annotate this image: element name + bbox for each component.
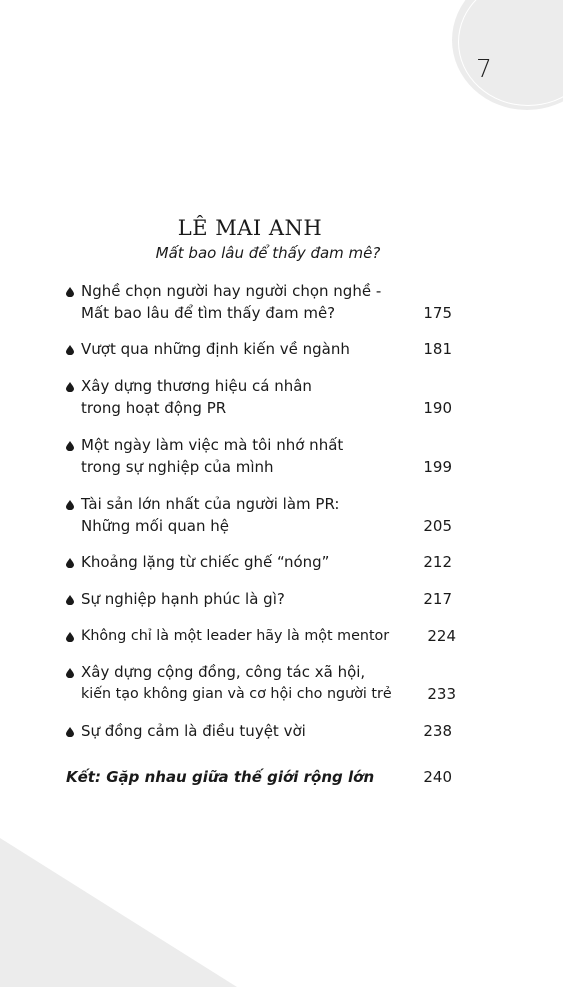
toc-entry-line: Khoảng lặng từ chiếc ghế “nóng” bbox=[81, 553, 330, 571]
toc-entry-line: Tài sản lớn nhất của người làm PR: bbox=[81, 495, 340, 513]
drop-bullet-icon bbox=[66, 345, 74, 355]
drop-bullet-icon bbox=[66, 595, 74, 605]
toc-entry-line: trong sự nghiệp của mình bbox=[81, 458, 274, 476]
drop-bullet-icon bbox=[66, 287, 74, 297]
drop-bullet-icon bbox=[66, 382, 74, 392]
toc-page-number: 212 bbox=[423, 553, 452, 571]
page-number: 7 bbox=[476, 54, 492, 83]
toc-page-number: 181 bbox=[423, 340, 452, 358]
toc-entry-line: Nghề chọn người hay người chọn nghề - bbox=[81, 282, 382, 300]
toc-page-number: 233 bbox=[427, 685, 456, 703]
toc-entry-line: Những mối quan hệ bbox=[81, 517, 229, 535]
drop-bullet-icon bbox=[66, 727, 74, 737]
drop-bullet-icon bbox=[66, 441, 74, 451]
toc-page-number: 175 bbox=[423, 304, 452, 322]
corner-triangle-decoration bbox=[0, 838, 240, 987]
toc-page-number: 238 bbox=[423, 722, 452, 740]
section-subtitle: Mất bao lâu để thấy đam mê? bbox=[155, 244, 381, 262]
toc-entry-line: trong hoạt động PR bbox=[81, 399, 227, 417]
toc-entry-line: Vượt qua những định kiến về ngành bbox=[81, 340, 350, 358]
drop-bullet-icon bbox=[66, 558, 74, 568]
toc-entry-line: Một ngày làm việc mà tôi nhớ nhất bbox=[81, 436, 344, 454]
toc-entry-line: Sự đồng cảm là điều tuyệt vời bbox=[81, 722, 306, 740]
toc-entry-line: Xây dựng cộng đồng, công tác xã hội, bbox=[81, 663, 366, 681]
toc-entry-line: Mất bao lâu để tìm thấy đam mê? bbox=[81, 304, 336, 322]
toc-page-number: 224 bbox=[427, 627, 456, 645]
toc-page-number: 217 bbox=[423, 590, 452, 608]
toc-page-number: 205 bbox=[423, 517, 452, 535]
drop-bullet-icon bbox=[66, 632, 74, 642]
drop-bullet-icon bbox=[66, 668, 74, 678]
toc-entry-line: kiến tạo không gian và cơ hội cho người trẻ bbox=[81, 686, 392, 702]
drop-bullet-icon bbox=[66, 500, 74, 510]
toc-entry-line: Không chỉ là một leader hãy là một mentor bbox=[81, 628, 390, 644]
closing-title: Kết: Gặp nhau giữa thế giới rộng lớn bbox=[66, 768, 375, 786]
toc-page-number: 190 bbox=[423, 399, 452, 417]
author-heading: LÊ MAI ANH bbox=[177, 216, 323, 240]
toc-page-number: 199 bbox=[423, 458, 452, 476]
toc-entry-line: Sự nghiệp hạnh phúc là gì? bbox=[81, 590, 285, 608]
toc-entry-line: Xây dựng thương hiệu cá nhân bbox=[81, 377, 312, 395]
toc-page-number: 240 bbox=[423, 768, 452, 786]
